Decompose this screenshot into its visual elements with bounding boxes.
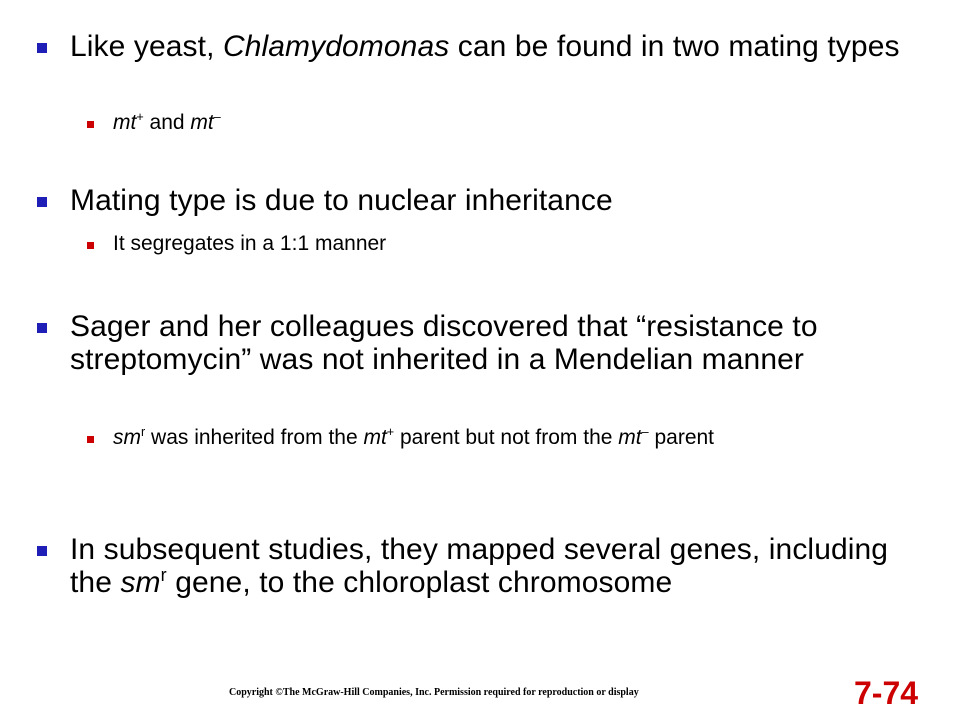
bullet-1-italic: Chlamydomonas bbox=[222, 30, 450, 63]
bullet-4-post: gene, to the chloroplast chromosome bbox=[166, 566, 673, 599]
sub-1-mid: and bbox=[143, 111, 191, 134]
bullet-1-text bbox=[70, 30, 930, 63]
sub-3-c: mt bbox=[618, 426, 642, 449]
sub-3-c-sup: – bbox=[641, 425, 649, 439]
bullet-4-pre: In subsequent studies, they mapped several genes, including the bbox=[70, 533, 889, 599]
sub-bullet-3-text bbox=[113, 426, 933, 450]
bullet-3-text: Sager and her colleagues discovered that “resistance to streptomycin” was not inherited in a Mendelian manner bbox=[70, 310, 818, 376]
sub-1-b-sup: – bbox=[213, 110, 221, 124]
bullet-2-text: Mating type is due to nuclear inheritance bbox=[70, 184, 613, 217]
bullet-marker-3 bbox=[37, 323, 47, 333]
bullet-marker-4 bbox=[37, 546, 47, 556]
bullet-1-pre: Like yeast, bbox=[70, 30, 223, 63]
bullet-4-sup: r bbox=[160, 565, 167, 585]
sub-1-a: mt bbox=[113, 111, 137, 134]
copyright-notice: Copyright ©The McGraw-Hill Companies, Inc. Permission required for reproduction or display bbox=[229, 687, 639, 698]
sub-3-b-sup: + bbox=[386, 425, 395, 439]
bullet-4-text bbox=[70, 533, 930, 599]
bullet-4-italic: sm bbox=[120, 566, 161, 599]
sub-1-b: mt bbox=[190, 111, 214, 134]
sub-bullet-2-text: It segregates in a 1:1 manner bbox=[113, 232, 387, 255]
sub-bullet-marker-3 bbox=[87, 436, 94, 443]
sub-1-a-sup: + bbox=[136, 110, 144, 124]
sub-bullet-marker-1 bbox=[87, 121, 94, 128]
sub-3-a-sup: r bbox=[141, 425, 146, 439]
bullet-marker-2 bbox=[37, 197, 47, 207]
sub-3-mid2: parent but not from the bbox=[394, 426, 619, 449]
slide-number: 7-74 bbox=[854, 675, 919, 711]
sub-bullet-marker-2 bbox=[87, 242, 94, 249]
sub-3-b: mt bbox=[363, 426, 387, 449]
sub-3-end: parent bbox=[648, 426, 715, 449]
sub-bullet-1-text bbox=[113, 111, 933, 135]
sub-3-mid: was inherited from the bbox=[145, 426, 364, 449]
sub-3-a: sm bbox=[113, 426, 141, 449]
bullet-1-post: can be found in two mating types bbox=[449, 30, 900, 63]
bullet-marker-1 bbox=[37, 43, 47, 53]
